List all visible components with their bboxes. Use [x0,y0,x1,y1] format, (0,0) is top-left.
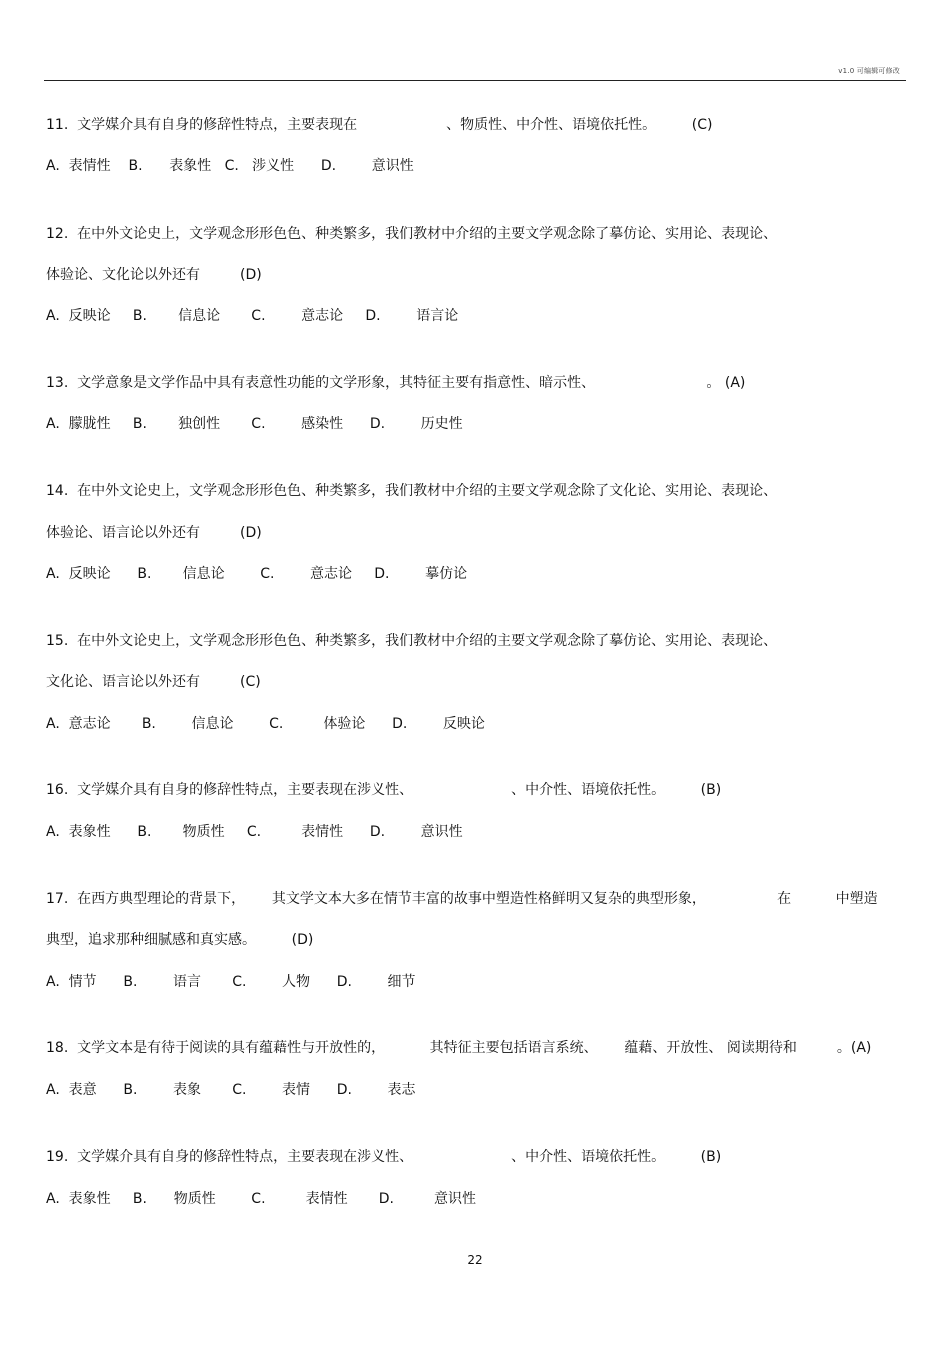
question-19-stem: 19. 文学媒介具有自身的修辞性特点，主要表现在涉义性、 、中介性、语境依托性。 (B) [46,1149,722,1165]
question-15-stem: 15. 在中外文论史上，文学观念形形色色、种类繁多，我们教材中介绍的主要文学观念除了摹仿论、实用论、表现论、 [46,633,778,649]
question-17-options: A. 情节 B. 语言 C. 人物 D. 细节 [46,974,416,990]
question-14-options: A. 反映论 B. 信息论 C. 意志论 D. 摹仿论 [46,566,468,582]
question-14-stem: 14. 在中外文论史上，文学观念形形色色、种类繁多，我们教材中介绍的主要文学观念除了文化论、实用论、表现论、 [46,483,778,499]
question-12-options: A. 反映论 B. 信息论 C. 意志论 D. 语言论 [46,308,459,324]
header-rule [44,80,906,81]
question-18-options: A. 表意 B. 表象 C. 表情 D. 表志 [46,1082,416,1098]
question-17-stem: 17. 在西方典型理论的背景下， 其文学文本大多在情节丰富的故事中塑造性格鲜明又复杂的典型形象， 在 中塑造 [46,891,878,907]
question-19-options: A. 表象性 B. 物质性 C. 表情性 D. 意识性 [46,1191,477,1207]
question-16-stem: 16. 文学媒介具有自身的修辞性特点，主要表现在涉义性、 、中介性、语境依托性。 (B) [46,782,722,798]
question-15-options: A. 意志论 B. 信息论 C. 体验论 D. 反映论 [46,716,485,732]
question-15-stem-cont: 文化论、语言论以外还有 (C) [46,674,261,690]
question-17-stem-cont: 典型，追求那种细腻感和真实感。 (D) [46,932,314,948]
page-number: 22 [467,1253,483,1267]
question-12-stem: 12. 在中外文论史上，文学观念形形色色、种类繁多，我们教材中介绍的主要文学观念除了摹仿论、实用论、表现论、 [46,226,778,242]
question-13-stem: 13. 文学意象是文学作品中具有表意性功能的文学形象，其特征主要有指意性、暗示性、 。 (A) [46,375,746,391]
question-12-stem-cont: 体验论、文化论以外还有 (D) [46,267,262,283]
question-16-options: A. 表象性 B. 物质性 C. 表情性 D. 意识性 [46,824,463,840]
question-18-stem: 18. 文学文本是有待于阅读的具有蕴藉性与开放性的， 其特征主要包括语言系统、 蕴藉、开放性、 阅读期待和 。(A) [46,1040,872,1056]
question-11-options: A. 表情性 B. 表象性 C. 涉义性 D. 意识性 [46,158,414,174]
question-13-options: A. 朦胧性 B. 独创性 C. 感染性 D. 历史性 [46,416,463,432]
header-note: v1.0 可编辑可修改 [838,67,900,75]
question-14-stem-cont: 体验论、语言论以外还有 (D) [46,525,262,541]
question-11-stem: 11. 文学媒介具有自身的修辞性特点，主要表现在 、物质性、中介性、语境依托性。 (C) [46,117,713,133]
